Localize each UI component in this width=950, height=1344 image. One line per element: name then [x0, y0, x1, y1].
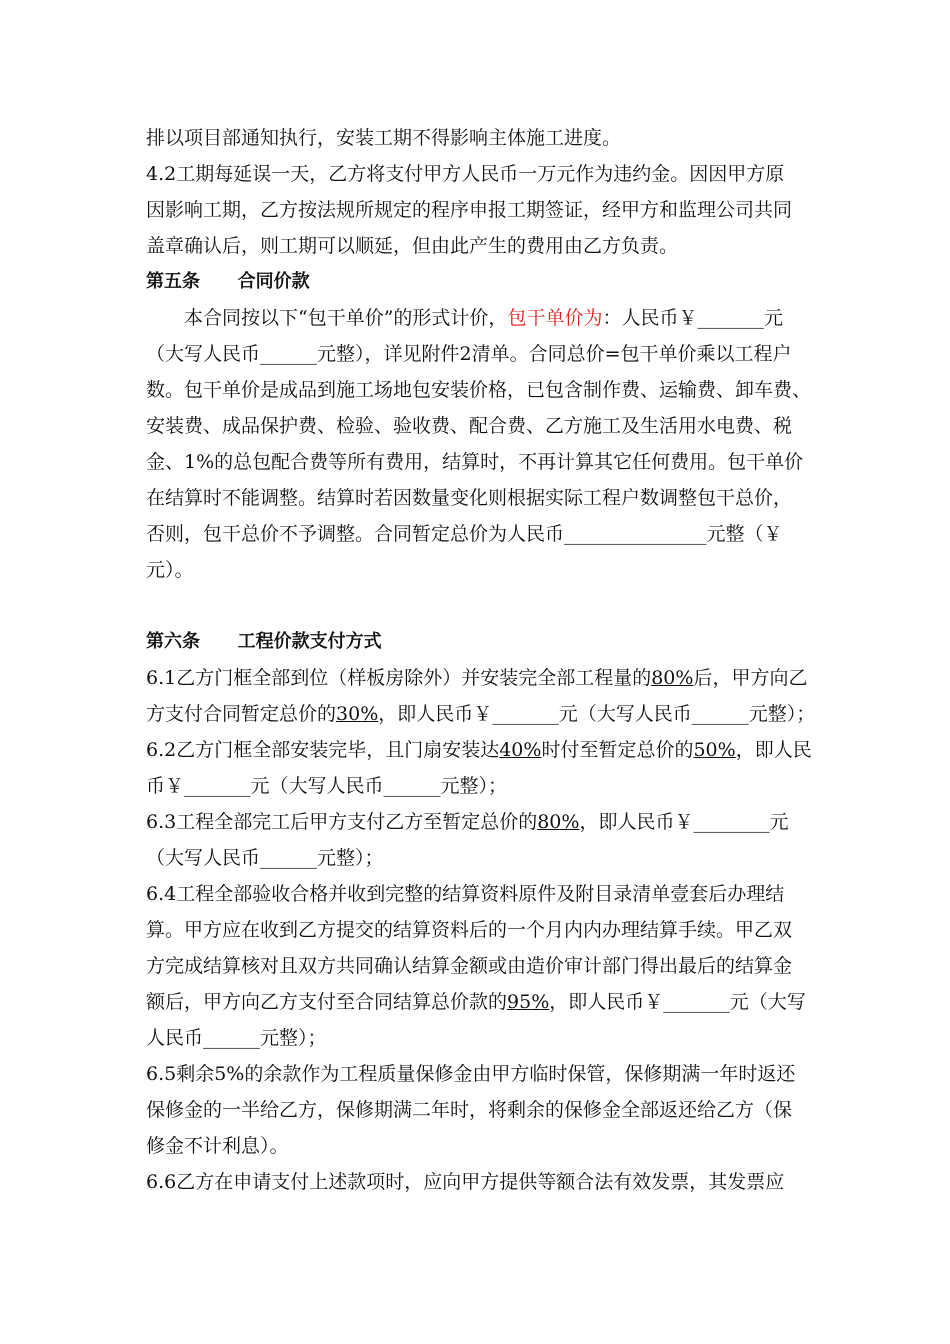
text-run: 元）。	[146, 559, 194, 581]
paragraph-line	[146, 666, 807, 690]
underlined-value: 40%	[499, 739, 542, 761]
text-run: 本合同按以下“包干单价”的形式计价，	[184, 307, 508, 329]
paragraph-line	[146, 810, 788, 834]
text-run: 算。甲方应在收到乙方提交的结算资料后的一个月内内办理结算手续。甲乙双	[146, 919, 793, 941]
underlined-value: 30%	[336, 703, 379, 725]
text-run: 盖章确认后，则工期可以顺延，但由此产生的费用由乙方负责。	[146, 235, 679, 257]
paragraph-line	[146, 162, 784, 186]
paragraph-line	[146, 342, 792, 366]
paragraph-line	[146, 774, 507, 798]
text-run: 6.6乙方在申请支付上述款项时，应向甲方提供等额合法有效发票，其发票应	[146, 1171, 785, 1193]
paragraph-line	[146, 378, 811, 402]
text-run: 安装费、成品保护费、检验、验收费、配合费、乙方施工及生活用水电费、税	[146, 415, 793, 437]
text-run: 方支付合同暂定总价的	[146, 703, 337, 725]
text-run: 6.5剩余5%的余款作为工程质量保修金由甲方临时保管，保修期满一年时返还	[146, 1063, 796, 1085]
paragraph-line	[146, 738, 812, 762]
text-run: 因影响工期，乙方按法规所规定的程序申报工期签证，经甲方和监理公司共同	[146, 199, 793, 221]
text-run: 第五条 合同价款	[146, 271, 310, 292]
underlined-value: 50%	[693, 739, 736, 761]
paragraph-line	[146, 234, 678, 258]
paragraph-line	[146, 846, 384, 870]
text-run: 修金不计利息）。	[146, 1135, 289, 1157]
text-run: 6.4工程全部验收合格并收到完整的结算资料原件及附目录清单壹套后办理结	[146, 883, 785, 905]
paragraph-line	[146, 1026, 327, 1050]
paragraph-line	[146, 414, 792, 438]
text-run: 6.1乙方门框全部到位（样板房除外）并安装完全部工程量的	[146, 667, 652, 689]
paragraph-line	[146, 1170, 784, 1194]
text-run: 6.2乙方门框全部安装完毕，且门扇安装达	[146, 739, 500, 761]
paragraph-line	[146, 990, 806, 1014]
paragraph-line	[146, 198, 792, 222]
underlined-value: 80%	[651, 667, 694, 689]
paragraph-line	[146, 450, 803, 474]
paragraph-line	[146, 126, 621, 150]
text-run: 第六条 工程价款支付方式	[146, 631, 382, 652]
paragraph-line	[146, 1062, 795, 1086]
paragraph-line	[146, 522, 783, 546]
paragraph-line	[146, 558, 194, 582]
text-run: （大写人民币______元整），详见附件2清单。合同总价=包干单价乘以工程户	[146, 343, 792, 365]
paragraph-line	[146, 1098, 792, 1122]
underlined-value: 80%	[537, 811, 580, 833]
paragraph-line	[184, 306, 783, 330]
text-run: ，即人民币￥_______元（大写人民币______元整）；	[378, 703, 816, 725]
highlighted-text: 包干单价为	[507, 307, 603, 329]
text-run: ，即人民币￥_______元（大写	[549, 991, 806, 1013]
paragraph-line	[146, 702, 815, 726]
text-run: 金、1%的总包配合费等所有费用，结算时，不再计算其它任何费用。包干单价	[146, 451, 804, 473]
text-run: 人民币______元整）；	[146, 1027, 327, 1049]
text-run: ：人民币￥_______元	[602, 307, 783, 329]
section-heading	[146, 270, 310, 294]
text-run: 否则，包干总价不予调整。合同暂定总价为人民币_______________元整（￥	[146, 523, 783, 545]
text-run: 在结算时不能调整。结算时若因数量变化则根据实际工程户数调整包干总价，	[146, 487, 793, 509]
text-run: 保修金的一半给乙方，保修期满二年时，将剩余的保修金全部返还给乙方（保	[146, 1099, 793, 1121]
text-run: 4.2工期每延误一天，乙方将支付甲方人民币一万元作为违约金。因因甲方原	[146, 163, 785, 185]
text-run: ，即人民币￥________元	[579, 811, 789, 833]
text-run: ，即人民	[735, 739, 812, 761]
section-heading	[146, 630, 382, 654]
text-run: 6.3工程全部完工后甲方支付乙方至暂定总价的	[146, 811, 538, 833]
text-run: 排以项目部通知执行，安装工期不得影响主体施工进度。	[146, 127, 622, 149]
text-run: 时付至暂定总价的	[541, 739, 694, 761]
paragraph-line	[146, 486, 792, 510]
text-run: 数。包干单价是成品到施工场地包安装价格，已包含制作费、运输费、卸车费、	[146, 379, 812, 401]
text-run: 币￥_______元（大写人民币______元整）；	[146, 775, 508, 797]
text-run: 额后，甲方向乙方支付至合同结算总价款的	[146, 991, 508, 1013]
text-run: （大写人民币______元整）；	[146, 847, 384, 869]
text-run: 方完成结算核对且双方共同确认结算金额或由造价审计部门得出最后的结算金	[146, 955, 793, 977]
paragraph-line	[146, 918, 792, 942]
paragraph-line	[146, 1134, 289, 1158]
paragraph-line	[146, 882, 784, 906]
paragraph-line	[146, 954, 792, 978]
text-run: 后，甲方向乙	[693, 667, 808, 689]
underlined-value: 95%	[507, 991, 550, 1013]
